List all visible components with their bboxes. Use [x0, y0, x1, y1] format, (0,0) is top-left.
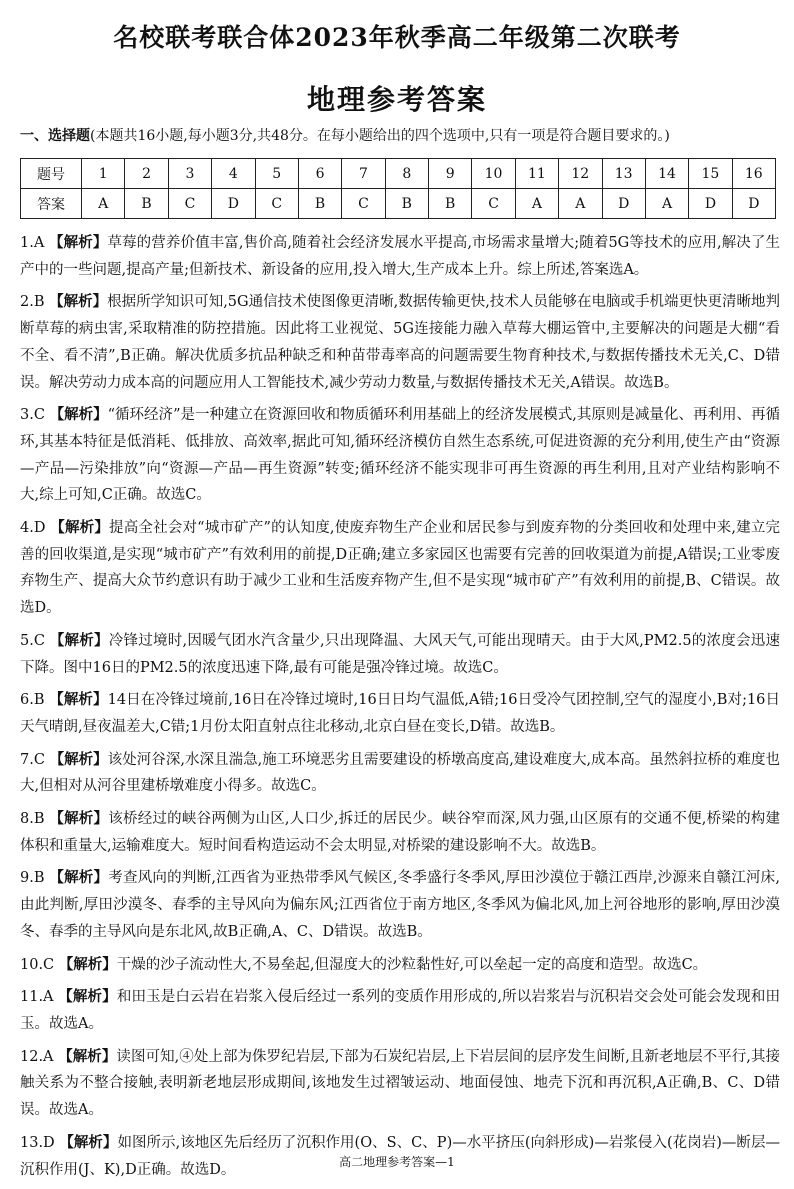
question-answer: 11.A [20, 989, 54, 1006]
analysis-tag: 【解析】 [49, 631, 109, 649]
question-number-cell: 10 [472, 159, 515, 189]
answer-table [20, 158, 776, 219]
question-number-cell: 13 [602, 159, 645, 189]
explanation-item [20, 984, 780, 1037]
explanation-text: 该桥经过的峡谷两侧为山区,人口少,拆迁的居民少。峡谷窄而深,风力强,山区原有的交通不便,桥梁的构建体积和重量大,运输难度大。短时间看构造运动不会太明显,对桥梁的建设影响不大。故选B。 [20, 811, 781, 854]
explanation-text: 草莓的营养价值丰富,售价高,随着社会经济发展水平提高,市场需求量增大;随着5G等技术的应用,解决了生产中的一些问题,提高产量;但新技术、新设备的应用,投入增大,生产成本上升。综上所述,答案选A。 [20, 235, 781, 278]
explanation-text: 如图所示,该地区先后经历了沉积作用(O、S、C、P)—水平挤压(向斜形成)—岩浆侵入(花岗岩)—断层—沉积作用(J、K),D正确。故选D。 [20, 1134, 780, 1178]
explanation-text: 考查风向的判断,江西省为亚热带季风气候区,冬季盛行冬季风,厚田沙漠位于赣江西岸,沙源来自赣江河床,由此判断,厚田沙漠冬、春季的主导风向为偏东风;江西省位于南方地区,冬季风为偏北风,加上河谷地形的影响,厚田沙漠冬、春季的主导风向是东北风,故B正确,A、C、D错误。故选B。 [20, 870, 781, 940]
answer-cell: A [559, 189, 602, 219]
answer-cell: A [515, 189, 558, 219]
question-answer: 1.A [20, 235, 45, 251]
analysis-tag: 【解析】 [58, 1047, 117, 1065]
explanation-item [20, 230, 780, 283]
question-answer: 2.B [20, 294, 45, 311]
analysis-tag: 【解析】 [49, 869, 109, 887]
answer-cell: A [82, 189, 125, 219]
page-footer: 高二地理参考答案—1 [339, 1155, 455, 1169]
explanation-text: 和田玉是白云岩在岩浆入侵后经过一系列的变质作用形成的,所以岩浆岩与沉积岩交会处可能会发现和田玉。故选A。 [20, 989, 781, 1032]
explanation-item [20, 402, 780, 509]
question-answer: 6.B [20, 692, 45, 709]
question-number-cell: 12 [559, 159, 602, 189]
answer-cell: B [298, 189, 341, 219]
analysis-tag: 【解析】 [49, 234, 108, 251]
answer-cell: D [689, 189, 732, 219]
question-number-cell: 15 [689, 159, 732, 189]
question-number-cell: 16 [732, 159, 775, 189]
question-number-cell: 14 [645, 159, 688, 189]
section-heading [20, 125, 780, 145]
analysis-tag: 【解析】 [58, 988, 117, 1006]
question-number-cell: 11 [515, 159, 558, 189]
analysis-tag: 【解析】 [49, 810, 109, 828]
analysis-tag: 【解析】 [49, 406, 108, 424]
explanation-item [20, 628, 780, 681]
answer-cell: B [429, 189, 472, 219]
analysis-tag: 【解析】 [49, 293, 108, 311]
explanation-text: 读图可知,④处上部为侏罗纪岩层,下部为石炭纪岩层,上下岩层间的层序发生间断,且新老地层不平行,其接触关系为不整合接触,表明新老地层形成期间,该地发生过褶皱运动、地面侵蚀、地壳下沉和再沉积,A正确,B、C、D错误。故选A。 [20, 1048, 781, 1119]
explanation-text: 根据所学知识可知,5G通信技术使图像更清晰,数据传输更快,技术人员能够在电脑或手机端更快更清晰地判断草莓的病虫害,采取精准的防控措施。因此将工业视觉、5G连接能力融入草莓大棚运管中,主要解决的问题是大棚“看不全、看不清”,B正确。解决优质多抗品种缺乏和种苗带毒率高的问题需要生物育种技术,与数据传播技术无关,C、D错误。解决劳动力成本高的问题应用人工智能技术,减少劳动力数量,与数据传播技术无关,A错误。故选B。 [20, 294, 781, 391]
analysis-tag: 【解析】 [49, 750, 108, 768]
question-number-cell: 5 [255, 159, 298, 189]
explanation-item [20, 952, 780, 979]
explanation-text: 该处河谷深,水深且湍急,施工环境恶劣且需要建设的桥墩高度高,建设难度大,成本高。虽然斜拉桥的难度也大,但相对从河谷里建桥墩难度小得多。故选C。 [20, 751, 781, 795]
section-description: (本题共16小题,每小题3分,共48分。在每小题给出的四个选项中,只有一项是符合题目要求的。) [90, 128, 670, 144]
question-number-cell: 1 [82, 159, 125, 189]
analysis-tag: 【解析】 [58, 955, 117, 973]
answer-header: 答案 [21, 189, 82, 219]
answer-cell: C [255, 189, 298, 219]
explanation-item [20, 865, 780, 945]
question-answer: 7.C [20, 751, 45, 768]
explanation-text: 干燥的沙子流动性大,不易垒起,但湿度大的沙粒黏性好,可以垒起一定的高度和造型。故选C。 [116, 956, 708, 973]
question-number-cell: 3 [168, 159, 211, 189]
question-number-row [21, 159, 776, 189]
question-answer: 13.D [20, 1134, 55, 1151]
explanation-item [20, 1044, 780, 1124]
question-number-cell: 9 [429, 159, 472, 189]
page-title: 地理参考答案 [306, 83, 487, 116]
answer-cell: B [385, 189, 428, 219]
question-number-cell: 2 [125, 159, 168, 189]
answer-cell: C [342, 189, 385, 219]
question-number-cell: 4 [212, 159, 255, 189]
question-number-cell: 8 [385, 159, 428, 189]
section-label: 一、选择题 [20, 128, 90, 144]
question-answer: 3.C [20, 407, 45, 424]
answer-cell: A [645, 189, 688, 219]
analysis-tag: 【解析】 [49, 691, 108, 709]
question-answer: 12.A [20, 1048, 54, 1065]
explanation-item [20, 806, 780, 859]
question-number-cell: 7 [342, 159, 385, 189]
question-answer: 10.C [20, 956, 55, 973]
question-number-header: 题号 [21, 159, 82, 189]
question-answer: 4.D [20, 520, 46, 537]
explanation-text: 14日在冷锋过境前,16日在冷锋过境时,16日日均气温低,A错;16日受冷气团控制,空气的湿度小,B对;16日天气晴朗,昼夜温差大,C错;1月份太阳直射点往北移动,北京白昼在变长,D错。故选B。 [20, 692, 781, 735]
answer-cell: D [212, 189, 255, 219]
explanation-list [20, 230, 780, 1189]
answer-cell: C [168, 189, 211, 219]
question-number-cell: 6 [298, 159, 341, 189]
explanation-text: 冷锋过境时,因暖气团水汽含量少,只出现降温、大风天气,可能出现晴天。由于大风,PM2.5的浓度会迅速下降。图中16日的PM2.5的浓度迅速下降,最有可能是强冷锋过境。故选C。 [20, 632, 780, 676]
exam-title: 名校联考联合体2023年秋季高二年级第二次联考 [113, 23, 681, 52]
explanation-text: 提高全社会对“城市矿产”的认知度,使废弃物生产企业和居民参与到废弃物的分类回收和处理中来,建立完善的回收渠道,是实现“城市矿产”有效利用的前提,D正确;建立多家园区也需要有完善的回收渠道为前提,A错误;工业零废弃物生产、提高大众节约意识有助于减少工业和生活废弃物产生,但不是实现“城市矿产”有效利用的前提,B、C错误。故选D。 [20, 520, 781, 617]
explanation-item [20, 747, 780, 800]
explanation-item [20, 515, 780, 622]
answer-cell: D [732, 189, 775, 219]
question-answer: 5.C [20, 632, 45, 649]
explanation-item [20, 687, 780, 740]
question-answer: 9.B [20, 870, 45, 887]
explanation-text: “循环经济”是一种建立在资源回收和物质循环利用基础上的经济发展模式,其原则是减量化、再利用、再循环,其基本特征是低消耗、低排放、高效率,据此可知,循环经济模仿自然生态系统,可促进资源的充分利用,使生产由“资源—产品—污染排放”向“资源—产品—再生资源”转变;循环经济不能实现非可再生资源的再生利用,且对产业结构影响不大,综上可知,C正确。故选C。 [20, 407, 781, 504]
answer-cell: B [125, 189, 168, 219]
analysis-tag: 【解析】 [50, 519, 110, 537]
analysis-tag: 【解析】 [59, 1133, 118, 1151]
question-answer: 8.B [20, 811, 45, 828]
answer-cell: C [472, 189, 515, 219]
explanation-item [20, 289, 780, 396]
answer-row [21, 189, 776, 219]
answer-cell: D [602, 189, 645, 219]
